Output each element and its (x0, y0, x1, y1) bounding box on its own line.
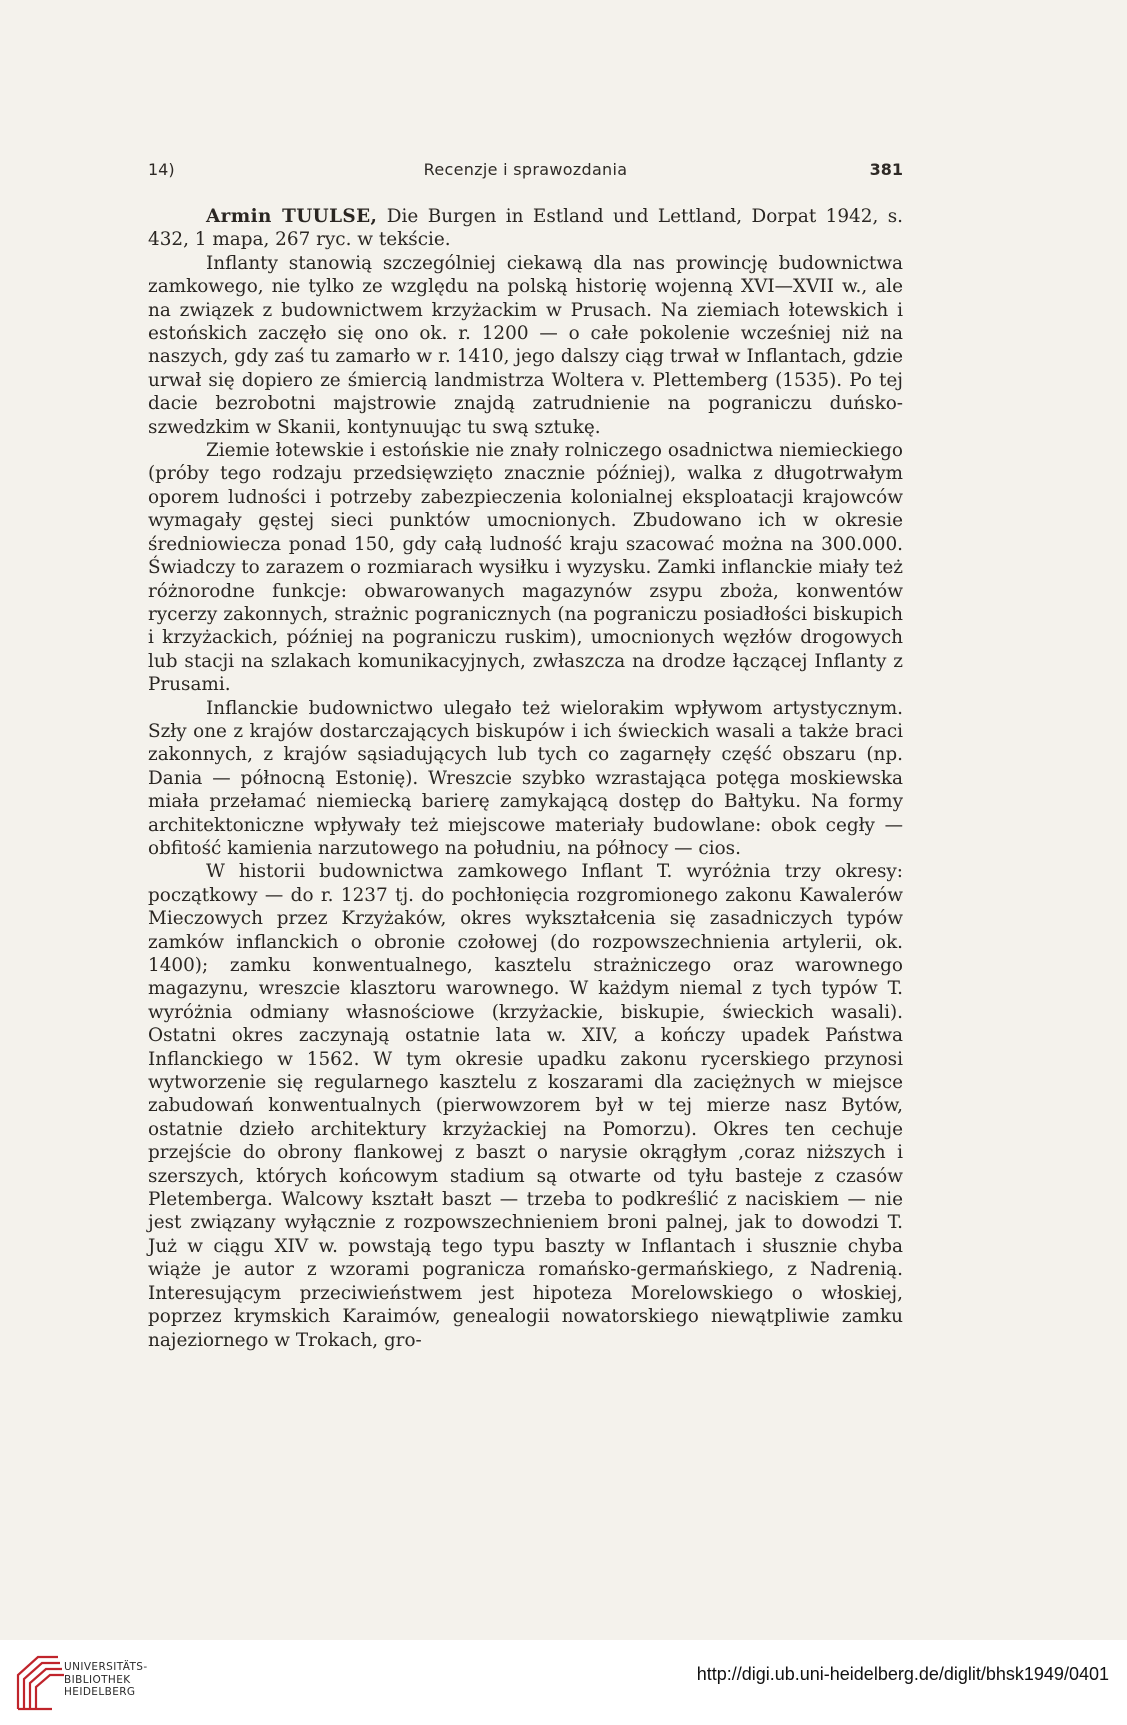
paragraph: Inflanty stanowią szczególniej ciekawą dla nas prowincję budownictwa zamkowego, nie tylko ze względu na polską historię wojenną XVI—XVII w., ale na związek z budownictwem krzyżackim w Prusach. Na ziemiach łotewskich i estońskich zaczęło się ono ok. r. 1200 — o całe pokolenie wcześniej niż na naszych, gdy zaś tu zamarło w r. 1410, jego dalszy ciąg trwał w Inflantach, gdzie urwał się dopiero ze śmiercią landmistrza Woltera v. Plettemberg (1535). Po tej dacie bezrobotni majstrowie znajdą zatrudnienie na pograniczu duńsko-szwedzkim w Skanii, kontynuując tu swą sztukę. (148, 252, 903, 438)
review-body (148, 205, 903, 1352)
review-citation: Die Burgen in Estland und Lettland, Dorpat 1942, s. 432, 1 mapa, 267 ryc. w tekście. (148, 206, 903, 251)
running-head-left-number: 14) (148, 160, 175, 179)
digitization-footer (0, 1640, 1127, 1725)
source-url-link[interactable]: http://digi.ub.uni-heidelberg.de/diglit/bhsk1949/0401 (696, 1664, 1109, 1684)
running-head-title: Recenzje i sprawozdania (423, 160, 628, 179)
library-name-line: BIBLIOTHEK (64, 1673, 131, 1686)
review-heading (148, 205, 903, 252)
library-logo-icon (12, 1653, 66, 1711)
library-name-line: HEIDELBERG (64, 1686, 136, 1698)
library-name (64, 1661, 148, 1699)
library-name-line: UNIVERSITÄTS- (64, 1661, 148, 1673)
running-head (148, 160, 903, 184)
page-number: 381 (869, 160, 903, 179)
paragraph: Ziemie łotewskie i estońskie nie znały rolniczego osadnictwa niemieckiego (próby tego rodzaju przedsięwzięto znacznie później), walka z długotrwałym oporem ludności i potrzeby zabezpieczenia kolonialnej eksploatacji krajowców wymagały gęstej sieci punktów umocnionych. Zbudowano ich w okresie średniowiecza ponad 150, gdy całą ludność kraju szacować można na 300.000. Świadczy to zarazem o rozmiarach wysiłku i wyzysku. Zamki inflanckie miały też różnorodne funkcje: obwarowanych magazynów zsypu zboża, konwentów rycerzy zakonnych, strażnic pogranicznych (na pograniczu posiadłości biskupich i krzyżackich, później na pograniczu ruskim), umocnionych węzłów drogowych lub stacji na szlakach komunikacyjnych, zwłaszcza na drodze łączącej Inflanty z Prusami. (148, 440, 903, 696)
paragraph: Inflanckie budownictwo ulegało też wielorakim wpływom artystycznym. Szły one z krajów dostarczających biskupów i ich świeckich wasali a także braci zakonnych, z krajów sąsiadujących lub tych co zagarnęły część obszaru (np. Dania — północną Estonię). Wreszcie szybko wzrastająca potęga moskiewska miała przełamać niemiecką barierę zamykającą dostęp do Bałtyku. Na formy architektoniczne wpływały też miejscowe materiały budowlane: obok cegły — obfitość kamienia narzutowego na południu, na północy — cios. (148, 697, 903, 859)
review-author: Armin TUULSE, (206, 206, 378, 227)
paragraph: W historii budownictwa zamkowego Inflant T. wyróżnia trzy okresy: początkowy — do r. 1237 tj. do pochłonięcia rozgromionego zakonu Kawalerów Mieczowych przez Krzyżaków, okres wykształcenia się zasadniczych typów zamków inflanckich o obronie czołowej (do rozpowszechnienia artylerii, ok. 1400); zamku konwentualnego, kasztelu strażniczego oraz warownego magazynu, wreszcie klasztoru warownego. W każdym niemal z tych typów T. wyróżnia odmiany własnościowe (krzyżackie, biskupie, świeckich wasali). Ostatni okres zaczynają ostatnie lata w. XIV, a kończy upadek Państwa Inflanckiego w 1562. W tym okresie upadku zakonu rycerskiego przynosi wytworzenie się regularnego kasztelu z koszarami dla zaciężnych w miejsce zabudowań konwentualnych (pierwowzorem był w tej mierze nasz Bytów, ostatnie dzieło architektury krzyżackiej na Pomorzu). Okres ten cechuje przejście do obrony flankowej z baszt o narysie okrągłym ,coraz niższych i szerszych, których końcowym stadium są otwarte od tyłu basteje z czasów Pletemberga. Walcowy kształt baszt — trzeba to podkreślić z naciskiem — nie jest związany wyłącznie z rozpowszechnieniem broni palnej, jak to dowodzi T. Już w ciągu XIV w. powstają tego typu baszty w Inflantach i słusznie chyba wiąże je autor z wzorami pogranicza romańsko-germańskiego, z Nadrenią. Interesującym przeciwieństwem jest hipoteza Morelowskiego o włoskiej, poprzez krymskich Karaimów, genealogii nowatorskiego niewątpliwie zamku najeziornego w Trokach, gro- (148, 861, 903, 1351)
